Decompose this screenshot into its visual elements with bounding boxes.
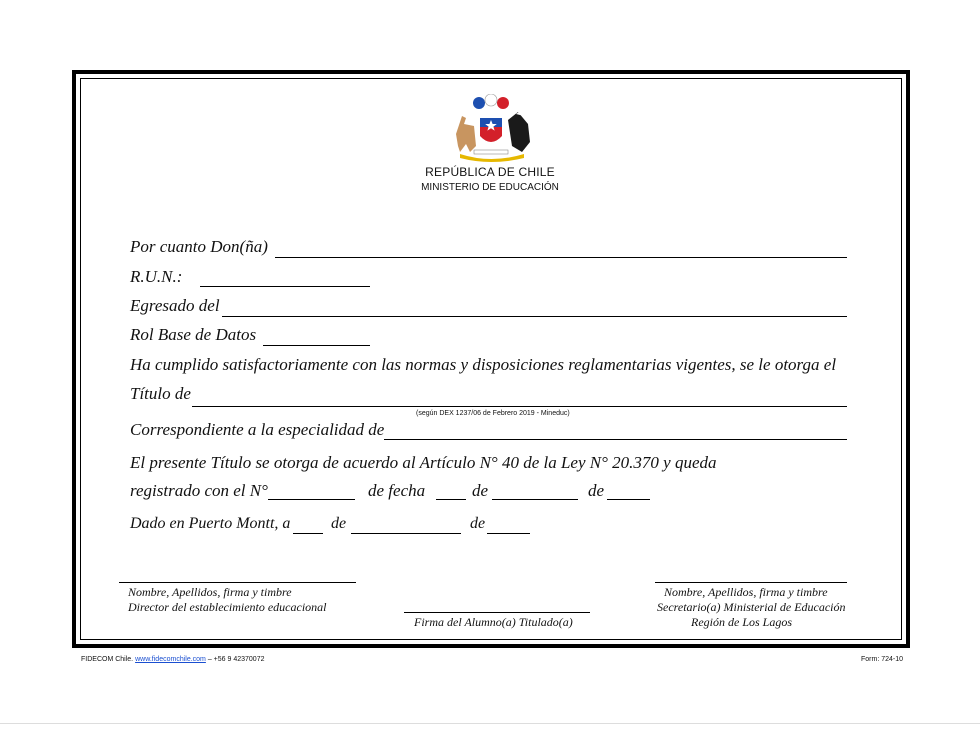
footer-contact xyxy=(81,656,264,663)
decree-note: (según DEX 1237/06 de Febrero 2019 - Mineduc) xyxy=(416,410,570,417)
issued-of-label-2: de xyxy=(470,515,486,532)
form-code: Form: 724-10 xyxy=(861,656,904,663)
specialty-field[interactable] xyxy=(384,439,847,440)
title-label: Título de xyxy=(130,384,191,403)
name-field[interactable] xyxy=(275,257,847,258)
student-signature-caption: Firma del Alumno(a) Titulado(a) xyxy=(414,615,573,629)
graduate-of-field[interactable] xyxy=(222,316,847,317)
registration-year-field[interactable] xyxy=(607,499,650,500)
secretary-signature-line[interactable] xyxy=(655,582,847,583)
registration-month-field[interactable] xyxy=(492,499,578,500)
issued-day-field[interactable] xyxy=(293,533,323,534)
graduate-of-label: Egresado del xyxy=(130,296,220,315)
of-label-1: de xyxy=(472,481,489,500)
database-role-field[interactable] xyxy=(263,345,370,346)
country-title: REPÚBLICA DE CHILE xyxy=(425,165,555,179)
issued-of-label-1: de xyxy=(331,515,347,532)
secretary-signature-caption-2: Secretario(a) Ministerial de Educación xyxy=(657,600,846,614)
run-field[interactable] xyxy=(200,286,370,287)
footer-website-link[interactable]: www.fidecomchile.com xyxy=(135,656,206,663)
title-field[interactable] xyxy=(192,406,847,407)
run-label: R.U.N.: xyxy=(130,267,183,286)
footer-company: FIDECOM Chile. xyxy=(81,656,134,663)
law-text: El presente Título se otorga de acuerdo al Artículo N° 40 de la Ley N° 20.370 y queda xyxy=(130,453,717,472)
specialty-label: Correspondiente a la especialidad de xyxy=(130,420,385,439)
issued-label: Dado en Puerto Montt, a xyxy=(130,515,291,532)
date-label: de fecha xyxy=(368,481,426,500)
director-signature-caption-2: Director del establecimiento educacional xyxy=(128,600,327,614)
footer-phone: – +56 9 42370072 xyxy=(207,656,265,663)
student-signature-line[interactable] xyxy=(404,612,590,613)
registration-day-field[interactable] xyxy=(436,499,466,500)
secretary-signature-caption-1: Nombre, Apellidos, firma y timbre xyxy=(664,585,828,599)
ministry-title: MINISTERIO DE EDUCACIÓN xyxy=(421,182,559,193)
name-label: Por cuanto Don(ña) xyxy=(130,237,268,256)
database-role-label: Rol Base de Datos xyxy=(130,325,257,344)
issued-month-field[interactable] xyxy=(351,533,461,534)
director-signature-line[interactable] xyxy=(119,582,356,583)
page-bottom-divider xyxy=(0,723,980,724)
issued-year-field[interactable] xyxy=(487,533,530,534)
chile-coat-of-arms-icon xyxy=(446,94,536,164)
registration-number-field[interactable] xyxy=(268,499,355,500)
of-label-2: de xyxy=(588,481,605,500)
secretary-signature-caption-3: Región de Los Lagos xyxy=(691,615,793,629)
compliance-text: Ha cumplido satisfactoriamente con las normas y disposiciones reglamentarias vigentes, se le otorga el xyxy=(130,355,837,374)
registered-label: registrado con el N° xyxy=(130,481,268,500)
director-signature-caption-1: Nombre, Apellidos, firma y timbre xyxy=(128,585,292,599)
